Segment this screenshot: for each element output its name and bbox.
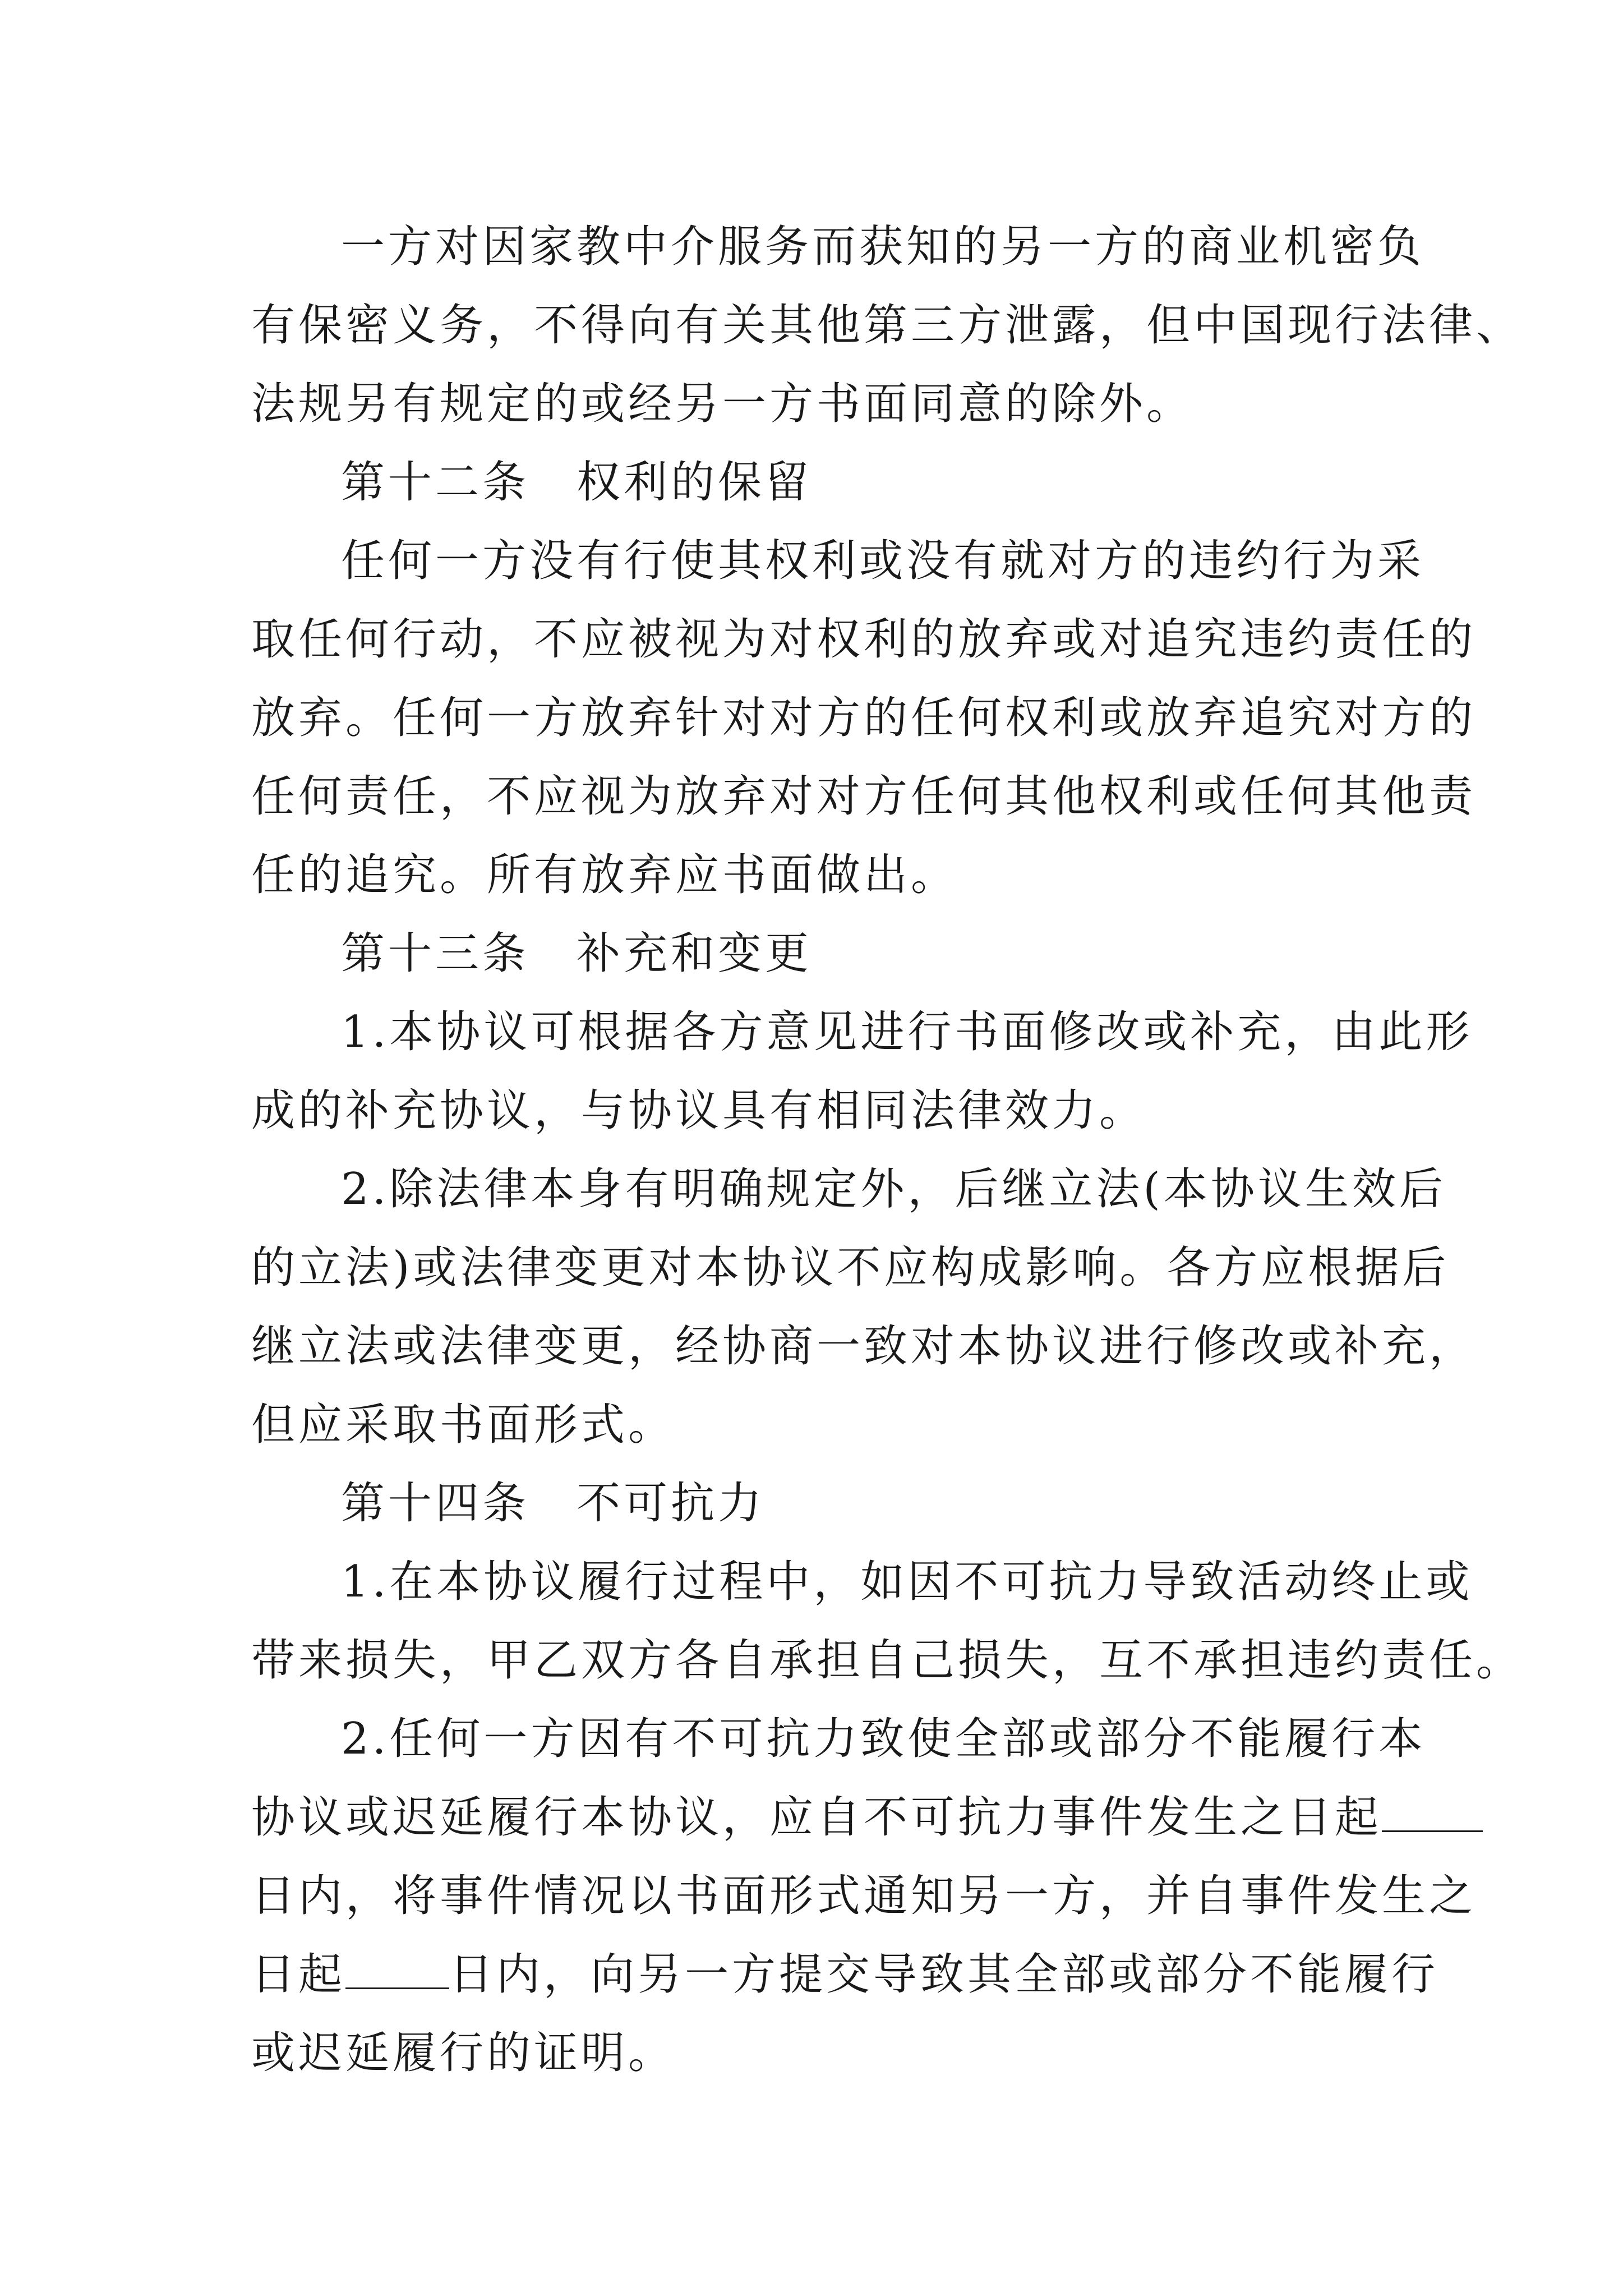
article-heading-13: 第十三条 补充和变更 (341, 928, 813, 979)
article-heading-14: 第十四条 不可抗力 (341, 1478, 766, 1529)
clause-line: 日内，将事件情况以书面形式通知另一方，并自事件发生之 (251, 1871, 1477, 1921)
clause-line: 但应采取书面形式。 (251, 1400, 676, 1450)
paragraph-line: 放弃。任何一方放弃针对对方的任何权利或放弃追究对方的 (251, 693, 1477, 743)
clause-line: 2.任何一方因有不可抗力致使全部或部分不能履行本 (341, 1714, 1426, 1764)
paragraph-line: 一方对因家教中介服务而获知的另一方的商业机密负 (341, 222, 1425, 272)
clause-line: 1.在本协议履行过程中，如因不可抗力导致活动终止或 (341, 1557, 1473, 1607)
paragraph-line: 任的追究。所有放弃应书面做出。 (251, 850, 958, 900)
clause-line-with-blank (251, 1784, 1483, 1851)
clause-line: 成的补充协议，与协议具有相同法律效力。 (251, 1085, 1147, 1136)
paragraph-line: 取任何行动，不应被视为对权利的放弃或对追究违约责任的 (251, 614, 1477, 665)
clause-line: 2.除法律本身有明确规定外，后继立法(本协议生效后 (341, 1164, 1446, 1214)
clause-line: 1.本协议可根据各方意见进行书面修改或补充，由此形 (341, 1007, 1473, 1057)
paragraph-line: 法规另有规定的或经另一方书面同意的除外。 (251, 379, 1194, 429)
article-heading-12: 第十二条 权利的保留 (341, 457, 813, 508)
fill-in-blank[interactable] (345, 1944, 449, 1989)
clause-line: 带来损失，甲乙双方各自承担自己损失，互不承担违约责任。 (251, 1635, 1524, 1686)
paragraph-line: 任何一方没有行使其权利或没有就对方的违约行为采 (341, 536, 1425, 586)
paragraph-line: 任何责任，不应视为放弃对对方任何其他权利或任何其他责 (251, 771, 1477, 822)
clause-text: 日内，向另一方提交导致其全部或部分不能履行 (449, 1949, 1439, 2000)
paragraph-line: 有保密义务，不得向有关其他第三方泄露，但中国现行法律、 (251, 300, 1524, 351)
clause-line-with-blank (251, 1941, 1438, 2008)
clause-line: 继立法或法律变更，经协商一致对本协议进行修改或补充， (251, 1321, 1477, 1372)
clause-text: 协议或迟延履行本协议，应自不可抗力事件发生之日起 (251, 1792, 1382, 1843)
clause-line: 的立法)或法律变更对本协议不应构成影响。各方应根据后 (251, 1243, 1450, 1293)
clause-line: 或迟延履行的证明。 (251, 2028, 676, 2078)
fill-in-blank[interactable] (1382, 1787, 1483, 1832)
clause-text: 日起 (251, 1949, 346, 2000)
